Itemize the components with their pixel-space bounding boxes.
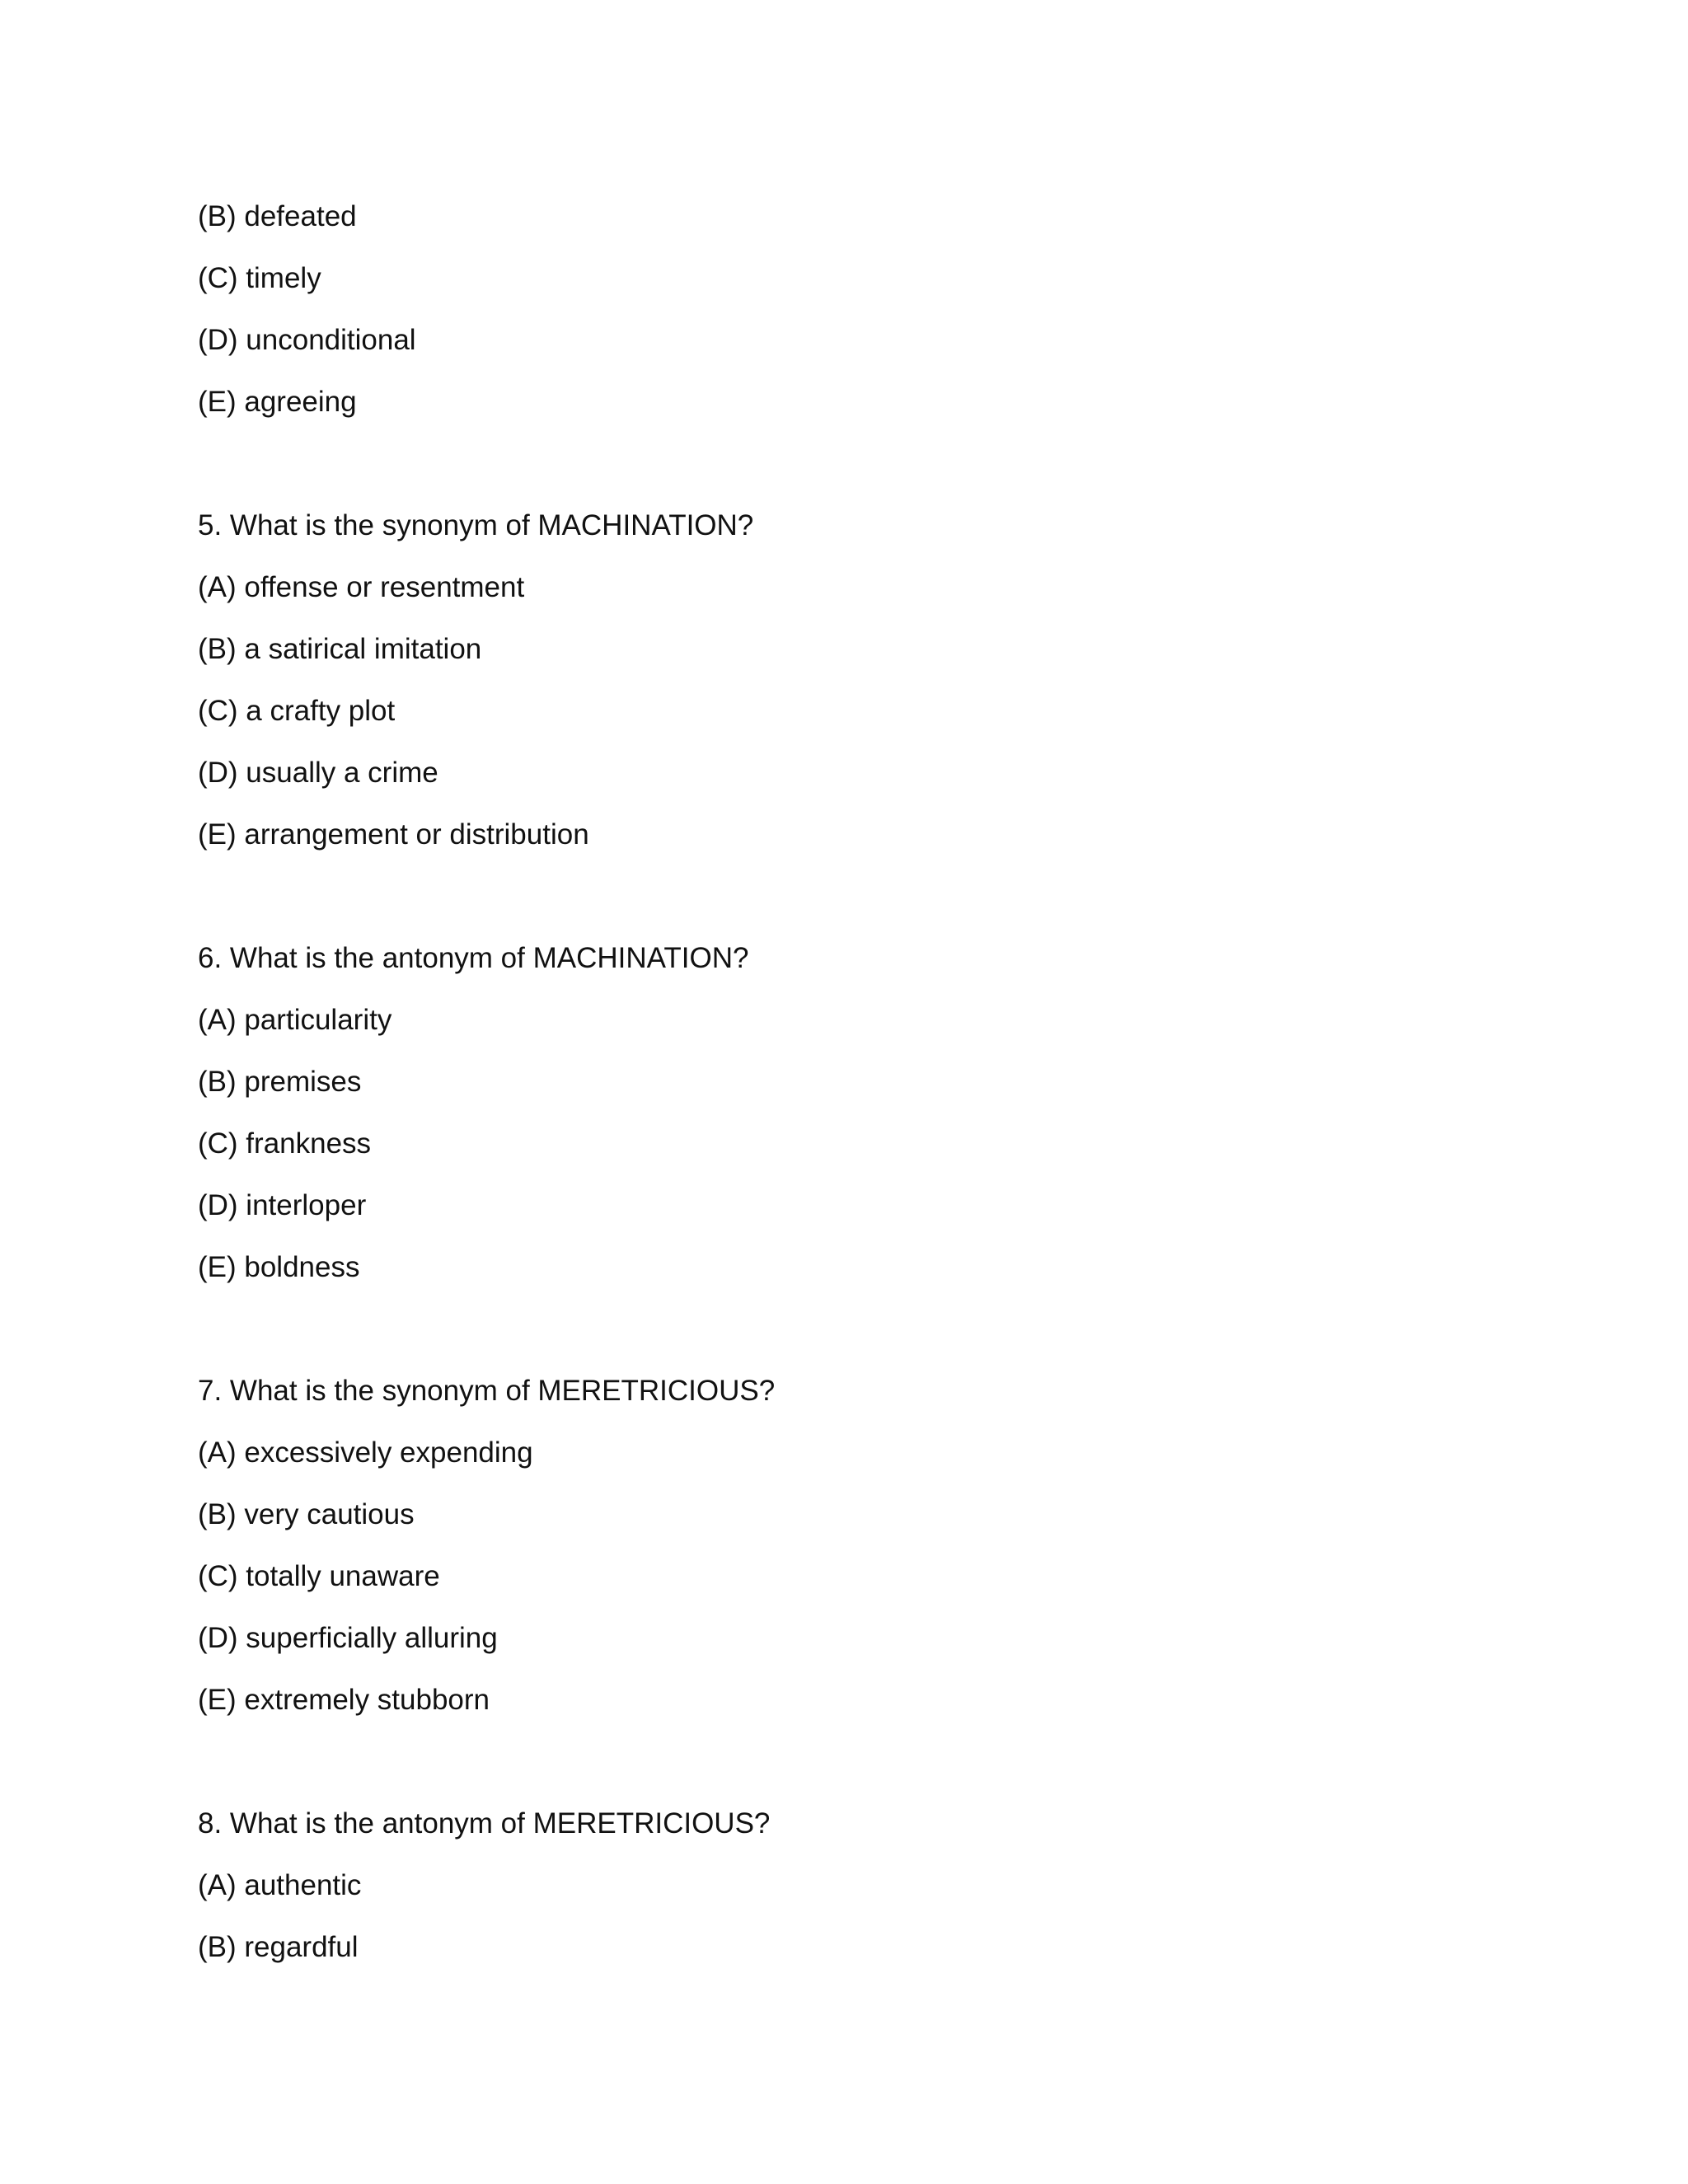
- option-b: (B) regardful: [198, 1931, 359, 1963]
- spacer: [198, 1313, 1484, 1375]
- option-d: (D) unconditional: [198, 324, 416, 356]
- option-a: (A) particularity: [198, 1004, 392, 1036]
- option-a: (A) offense or resentment: [198, 571, 525, 603]
- option-e: (E) boldness: [198, 1251, 360, 1283]
- option-b: (B) premises: [198, 1066, 362, 1098]
- spacer: [198, 880, 1484, 942]
- option-c: (C) a crafty plot: [198, 695, 396, 727]
- option-b: (B) very cautious: [198, 1498, 415, 1530]
- question-5: [198, 509, 1484, 851]
- continued-question-options: [198, 200, 1484, 419]
- question-prompt: 6. What is the antonym of MACHINATION?: [198, 942, 749, 974]
- option-d: (D) usually a crime: [198, 757, 438, 789]
- spacer: [198, 448, 1484, 509]
- option-c: (C) timely: [198, 262, 321, 294]
- question-prompt: 8. What is the antonym of MERETRICIOUS?: [198, 1807, 771, 1840]
- option-c: (C) totally unaware: [198, 1560, 440, 1592]
- option-a: (A) authentic: [198, 1869, 362, 1901]
- question-8: [198, 1807, 1484, 1964]
- option-b: (B) defeated: [198, 200, 357, 232]
- option-c: (C) frankness: [198, 1127, 372, 1160]
- option-d: (D) superficially alluring: [198, 1622, 498, 1654]
- question-prompt: 7. What is the synonym of MERETRICIOUS?: [198, 1375, 776, 1407]
- option-b: (B) a satirical imitation: [198, 633, 482, 665]
- question-6: [198, 942, 1484, 1284]
- option-a: (A) excessively expending: [198, 1436, 533, 1469]
- option-e: (E) agreeing: [198, 386, 357, 418]
- option-d: (D) interloper: [198, 1189, 367, 1221]
- spacer: [198, 1746, 1484, 1807]
- question-prompt: 5. What is the synonym of MACHINATION?: [198, 509, 754, 541]
- question-7: [198, 1375, 1484, 1717]
- option-e: (E) extremely stubborn: [198, 1684, 490, 1716]
- option-e: (E) arrangement or distribution: [198, 818, 589, 851]
- document-content: [198, 200, 1484, 1993]
